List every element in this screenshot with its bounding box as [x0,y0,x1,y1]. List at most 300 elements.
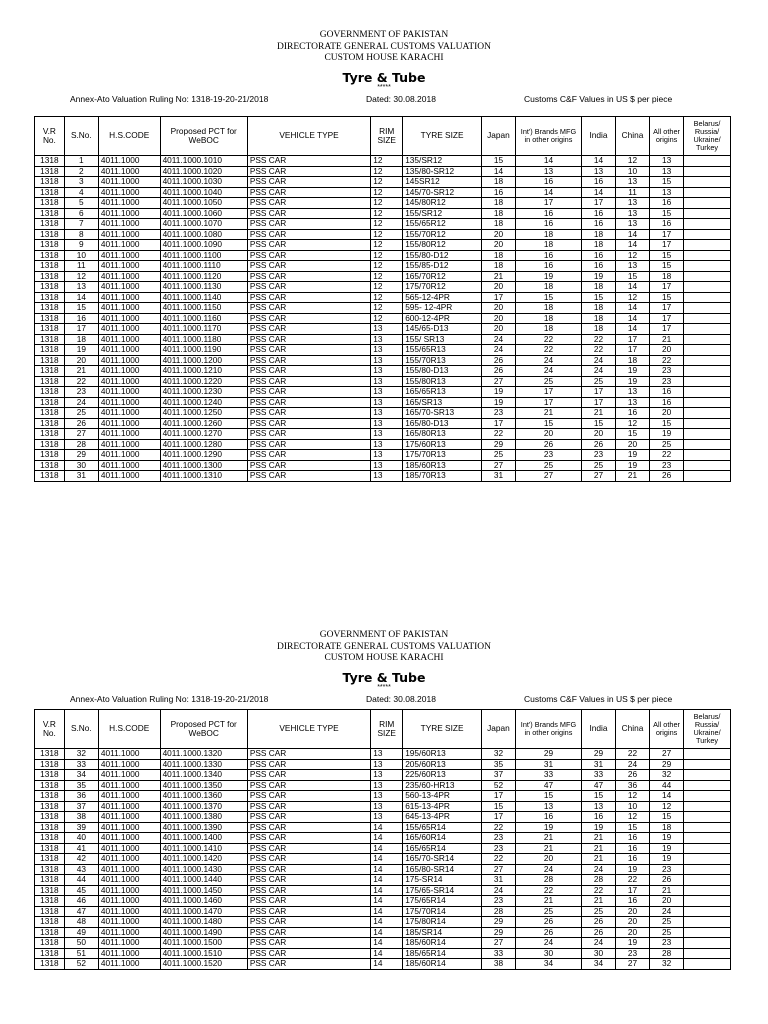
table-row [35,166,731,177]
cell-intl-brands: 24 [515,938,581,949]
cell-india: 47 [581,780,615,791]
table-row [35,219,731,230]
cell-intl-brands: 22 [515,345,581,356]
cell-belarus [684,812,731,823]
header-line-1: GOVERNMENT OF PAKISTAN [319,630,449,640]
cell-sno: 48 [64,917,98,928]
cell-proposed-pct: 4011.1000.1460 [160,896,247,907]
cell-vr-no: 1318 [35,938,65,949]
col-rim-size: RIM SIZE [371,117,403,156]
cell-belarus [684,896,731,907]
cell-proposed-pct: 4011.1000.1190 [160,345,247,356]
cell-proposed-pct: 4011.1000.1270 [160,429,247,440]
cell-hs-code: 4011.1000 [98,408,160,419]
cell-belarus [684,345,731,356]
cell-intl-brands: 21 [515,833,581,844]
cell-india: 17 [581,397,615,408]
cell-rim-size: 14 [371,959,403,970]
cell-sno: 18 [64,334,98,345]
cell-vr-no: 1318 [35,387,65,398]
cell-vr-no: 1318 [35,896,65,907]
cell-hs-code: 4011.1000 [98,917,160,928]
cell-rim-size: 13 [371,345,403,356]
col-proposed-pct: Proposed PCT for WeBOC [160,117,247,156]
cell-india: 16 [581,261,615,272]
cell-india: 24 [581,355,615,366]
cell-india: 18 [581,313,615,324]
cell-intl-brands: 28 [515,875,581,886]
table-row [35,397,731,408]
cell-proposed-pct: 4011.1000.1500 [160,938,247,949]
cell-japan: 27 [481,864,515,875]
cell-belarus [684,156,731,167]
cell-china: 16 [616,843,650,854]
cell-all-other: 15 [650,177,684,188]
cell-proposed-pct: 4011.1000.1240 [160,397,247,408]
cell-sno: 44 [64,875,98,886]
table-row [35,313,731,324]
cell-belarus [684,397,731,408]
cell-hs-code: 4011.1000 [98,759,160,770]
cell-india: 26 [581,927,615,938]
col-china: China [616,710,650,749]
cell-belarus [684,418,731,429]
cell-japan: 32 [481,749,515,760]
col-india: India [581,710,615,749]
cell-intl-brands: 17 [515,198,581,209]
table-row [35,250,731,261]
cell-tyre-size: 145/70-SR12 [403,187,482,198]
cell-hs-code: 4011.1000 [98,801,160,812]
cell-rim-size: 13 [371,801,403,812]
cell-all-other: 28 [650,948,684,959]
table-row [35,906,731,917]
cell-sno: 40 [64,833,98,844]
cell-hs-code: 4011.1000 [98,471,160,482]
cell-vehicle-type: PSS CAR [247,822,370,833]
cell-hs-code: 4011.1000 [98,439,160,450]
cell-intl-brands: 24 [515,366,581,377]
cell-vr-no: 1318 [35,282,65,293]
cell-vr-no: 1318 [35,156,65,167]
ruling-number: Annex-Ato Valuation Ruling No: 1318-19-20-21/2018 [70,693,269,704]
valuation-table-1 [34,116,731,482]
cell-hs-code: 4011.1000 [98,854,160,865]
cell-proposed-pct: 4011.1000.1280 [160,439,247,450]
cell-intl-brands: 26 [515,927,581,938]
col-all-other: All other origins [650,710,684,749]
cell-rim-size: 13 [371,450,403,461]
cell-rim-size: 13 [371,439,403,450]
cell-china: 20 [616,439,650,450]
cell-india: 26 [581,917,615,928]
col-japan: Japan [481,710,515,749]
cell-china: 12 [616,812,650,823]
cell-sno: 9 [64,240,98,251]
cell-vehicle-type: PSS CAR [247,313,370,324]
cell-all-other: 22 [650,355,684,366]
cell-china: 16 [616,408,650,419]
cell-belarus [684,334,731,345]
cell-japan: 17 [481,418,515,429]
cell-india: 21 [581,833,615,844]
cell-japan: 27 [481,938,515,949]
cell-all-other: 13 [650,187,684,198]
cell-vehicle-type: PSS CAR [247,208,370,219]
cell-intl-brands: 16 [515,208,581,219]
cell-intl-brands: 47 [515,780,581,791]
cell-belarus [684,355,731,366]
col-hs-code: H.S.CODE [98,710,160,749]
cell-hs-code: 4011.1000 [98,282,160,293]
cell-china: 12 [616,791,650,802]
cell-belarus [684,460,731,471]
cell-tyre-size: 155/65R14 [403,822,482,833]
cell-rim-size: 14 [371,948,403,959]
col-china: China [616,117,650,156]
cell-vr-no: 1318 [35,917,65,928]
cell-all-other: 25 [650,917,684,928]
cell-tyre-size: 155/65R13 [403,345,482,356]
cell-tyre-size: 155/85-D12 [403,261,482,272]
cell-tyre-size: 155/80-D13 [403,366,482,377]
cell-india: 16 [581,208,615,219]
cell-intl-brands: 25 [515,906,581,917]
cell-china: 14 [616,303,650,314]
cell-india: 25 [581,906,615,917]
cell-belarus [684,324,731,335]
cell-japan: 16 [481,187,515,198]
cell-sno: 41 [64,843,98,854]
cell-all-other: 18 [650,822,684,833]
cell-vehicle-type: PSS CAR [247,812,370,823]
cell-all-other: 16 [650,198,684,209]
cell-rim-size: 12 [371,250,403,261]
cell-vehicle-type: PSS CAR [247,345,370,356]
cell-japan: 27 [481,460,515,471]
col-intl-brands: Int') Brands MFG in other origins [515,117,581,156]
cell-rim-size: 13 [371,376,403,387]
cell-china: 15 [616,271,650,282]
cell-rim-size: 13 [371,759,403,770]
cell-vehicle-type: PSS CAR [247,355,370,366]
cell-sno: 1 [64,156,98,167]
cell-belarus [684,450,731,461]
cell-vr-no: 1318 [35,229,65,240]
cell-japan: 20 [481,240,515,251]
cell-belarus [684,471,731,482]
cell-japan: 19 [481,387,515,398]
cell-sno: 14 [64,292,98,303]
cell-india: 30 [581,948,615,959]
table-row [35,801,731,812]
cell-proposed-pct: 4011.1000.1390 [160,822,247,833]
table-row [35,885,731,896]
cell-rim-size: 14 [371,917,403,928]
cell-hs-code: 4011.1000 [98,198,160,209]
cell-hs-code: 4011.1000 [98,959,160,970]
cell-rim-size: 13 [371,355,403,366]
table-row [35,282,731,293]
cell-tyre-size: 175/70R14 [403,906,482,917]
cell-vehicle-type: PSS CAR [247,896,370,907]
cell-vehicle-type: PSS CAR [247,408,370,419]
cell-japan: 26 [481,355,515,366]
cell-all-other: 19 [650,429,684,440]
cell-all-other: 16 [650,387,684,398]
cell-india: 25 [581,460,615,471]
cell-proposed-pct: 4011.1000.1520 [160,959,247,970]
cell-belarus [684,303,731,314]
cell-sno: 50 [64,938,98,949]
cell-tyre-size: 165/65R13 [403,387,482,398]
table-row [35,156,731,167]
cell-tyre-size: 165/65R14 [403,843,482,854]
cell-rim-size: 12 [371,208,403,219]
cell-rim-size: 12 [371,219,403,230]
cell-tyre-size: 175/60R13 [403,439,482,450]
cell-japan: 19 [481,397,515,408]
cell-sno: 43 [64,864,98,875]
cell-proposed-pct: 4011.1000.1420 [160,854,247,865]
cell-tyre-size: 145/80R12 [403,198,482,209]
cell-china: 20 [616,917,650,928]
table-row [35,749,731,760]
cell-rim-size: 12 [371,156,403,167]
header-line-3: CUSTOM HOUSE KARACHI [324,53,444,63]
cell-tyre-size: 135/80-SR12 [403,166,482,177]
cell-sno: 46 [64,896,98,907]
cell-china: 13 [616,397,650,408]
cell-china: 12 [616,418,650,429]
cell-hs-code: 4011.1000 [98,229,160,240]
cell-intl-brands: 14 [515,156,581,167]
cell-sno: 27 [64,429,98,440]
cell-vehicle-type: PSS CAR [247,906,370,917]
cell-vehicle-type: PSS CAR [247,366,370,377]
cell-proposed-pct: 4011.1000.1160 [160,313,247,324]
cell-vr-no: 1318 [35,471,65,482]
cell-rim-size: 13 [371,429,403,440]
cell-vehicle-type: PSS CAR [247,324,370,335]
cell-rim-size: 13 [371,749,403,760]
cell-all-other: 17 [650,240,684,251]
cell-tyre-size: 145SR12 [403,177,482,188]
cell-all-other: 15 [650,418,684,429]
cell-tyre-size: 145/65-D13 [403,324,482,335]
cell-hs-code: 4011.1000 [98,250,160,261]
cell-tyre-size: 165/60R14 [403,833,482,844]
cell-belarus [684,219,731,230]
table-row [35,843,731,854]
cell-sno: 32 [64,749,98,760]
cell-india: 14 [581,187,615,198]
cell-india: 29 [581,749,615,760]
cell-hs-code: 4011.1000 [98,927,160,938]
cell-proposed-pct: 4011.1000.1350 [160,780,247,791]
cell-belarus [684,282,731,293]
cell-hs-code: 4011.1000 [98,896,160,907]
cell-sno: 33 [64,759,98,770]
cell-tyre-size: 155/80-D12 [403,250,482,261]
table-row [35,896,731,907]
cell-proposed-pct: 4011.1000.1040 [160,187,247,198]
page-2 [0,630,768,705]
cell-belarus [684,366,731,377]
cell-tyre-size: 165/80-D13 [403,418,482,429]
cell-india: 13 [581,801,615,812]
cell-japan: 20 [481,229,515,240]
cell-hs-code: 4011.1000 [98,864,160,875]
cell-sno: 5 [64,198,98,209]
cell-rim-size: 14 [371,906,403,917]
table-row [35,759,731,770]
table-row [35,439,731,450]
cell-china: 13 [616,219,650,230]
cell-intl-brands: 24 [515,864,581,875]
cell-tyre-size: 595- 12-4PR [403,303,482,314]
cell-vehicle-type: PSS CAR [247,187,370,198]
cell-intl-brands: 22 [515,885,581,896]
cell-india: 26 [581,439,615,450]
cell-vehicle-type: PSS CAR [247,875,370,886]
cell-sno: 24 [64,397,98,408]
cell-vr-no: 1318 [35,812,65,823]
cell-china: 22 [616,749,650,760]
cell-china: 13 [616,387,650,398]
cell-india: 17 [581,198,615,209]
cell-intl-brands: 18 [515,240,581,251]
col-japan: Japan [481,117,515,156]
cell-hs-code: 4011.1000 [98,208,160,219]
cell-intl-brands: 17 [515,397,581,408]
cell-japan: 29 [481,927,515,938]
cell-hs-code: 4011.1000 [98,366,160,377]
cell-india: 19 [581,822,615,833]
cell-all-other: 13 [650,156,684,167]
cell-proposed-pct: 4011.1000.1050 [160,198,247,209]
cell-sno: 13 [64,282,98,293]
cell-proposed-pct: 4011.1000.1070 [160,219,247,230]
cell-intl-brands: 19 [515,271,581,282]
table-row [35,418,731,429]
cell-hs-code: 4011.1000 [98,906,160,917]
cell-china: 23 [616,948,650,959]
cell-all-other: 17 [650,313,684,324]
cell-intl-brands: 16 [515,812,581,823]
cell-belarus [684,770,731,781]
table-row [35,780,731,791]
col-rim-size: RIM SIZE [371,710,403,749]
cell-tyre-size: 175-SR14 [403,875,482,886]
cell-belarus [684,801,731,812]
cell-rim-size: 14 [371,843,403,854]
cell-proposed-pct: 4011.1000.1060 [160,208,247,219]
cell-tyre-size: 165/70-SR14 [403,854,482,865]
cell-hs-code: 4011.1000 [98,938,160,949]
cell-japan: 23 [481,896,515,907]
cell-china: 11 [616,187,650,198]
cell-vehicle-type: PSS CAR [247,917,370,928]
cell-belarus [684,822,731,833]
cell-proposed-pct: 4011.1000.1180 [160,334,247,345]
cell-vr-no: 1318 [35,198,65,209]
col-vr-no: V.R No. [35,117,65,156]
cell-sno: 19 [64,345,98,356]
col-belarus: Belarus/ Russia/ Ukraine/ Turkey [684,710,731,749]
cell-intl-brands: 20 [515,429,581,440]
cell-belarus [684,166,731,177]
cell-proposed-pct: 4011.1000.1210 [160,366,247,377]
cell-india: 24 [581,938,615,949]
cell-japan: 18 [481,177,515,188]
cell-vr-no: 1318 [35,791,65,802]
cell-india: 14 [581,156,615,167]
cell-sno: 10 [64,250,98,261]
cell-proposed-pct: 4011.1000.1480 [160,917,247,928]
cell-vehicle-type: PSS CAR [247,282,370,293]
cell-intl-brands: 34 [515,959,581,970]
cell-vr-no: 1318 [35,959,65,970]
cell-india: 16 [581,219,615,230]
cell-hs-code: 4011.1000 [98,219,160,230]
table-row [35,334,731,345]
cell-japan: 18 [481,250,515,261]
cell-belarus [684,261,731,272]
cell-proposed-pct: 4011.1000.1140 [160,292,247,303]
cell-intl-brands: 23 [515,450,581,461]
cell-japan: 22 [481,822,515,833]
cell-india: 31 [581,759,615,770]
cell-proposed-pct: 4011.1000.1340 [160,770,247,781]
cell-belarus [684,250,731,261]
cell-hs-code: 4011.1000 [98,376,160,387]
cell-all-other: 15 [650,208,684,219]
cell-vehicle-type: PSS CAR [247,864,370,875]
cell-all-other: 32 [650,770,684,781]
cell-belarus [684,959,731,970]
cell-proposed-pct: 4011.1000.1130 [160,282,247,293]
cell-china: 13 [616,177,650,188]
cell-belarus [684,917,731,928]
cell-india: 15 [581,418,615,429]
cell-china: 17 [616,345,650,356]
cell-vehicle-type: PSS CAR [247,429,370,440]
cell-hs-code: 4011.1000 [98,770,160,781]
cell-all-other: 17 [650,229,684,240]
cell-rim-size: 14 [371,822,403,833]
cell-tyre-size: 155/65R12 [403,219,482,230]
cell-china: 21 [616,471,650,482]
cell-belarus [684,875,731,886]
cell-all-other: 23 [650,460,684,471]
cell-hs-code: 4011.1000 [98,271,160,282]
cell-hs-code: 4011.1000 [98,875,160,886]
cell-vr-no: 1318 [35,439,65,450]
cell-belarus [684,791,731,802]
cell-india: 13 [581,166,615,177]
cell-all-other: 20 [650,896,684,907]
title-stars: ***** [377,683,391,691]
cell-china: 19 [616,366,650,377]
cell-all-other: 19 [650,843,684,854]
cell-all-other: 15 [650,292,684,303]
cell-proposed-pct: 4011.1000.1490 [160,927,247,938]
cell-intl-brands: 31 [515,759,581,770]
cell-vr-no: 1318 [35,345,65,356]
cell-rim-size: 12 [371,177,403,188]
cell-vehicle-type: PSS CAR [247,166,370,177]
